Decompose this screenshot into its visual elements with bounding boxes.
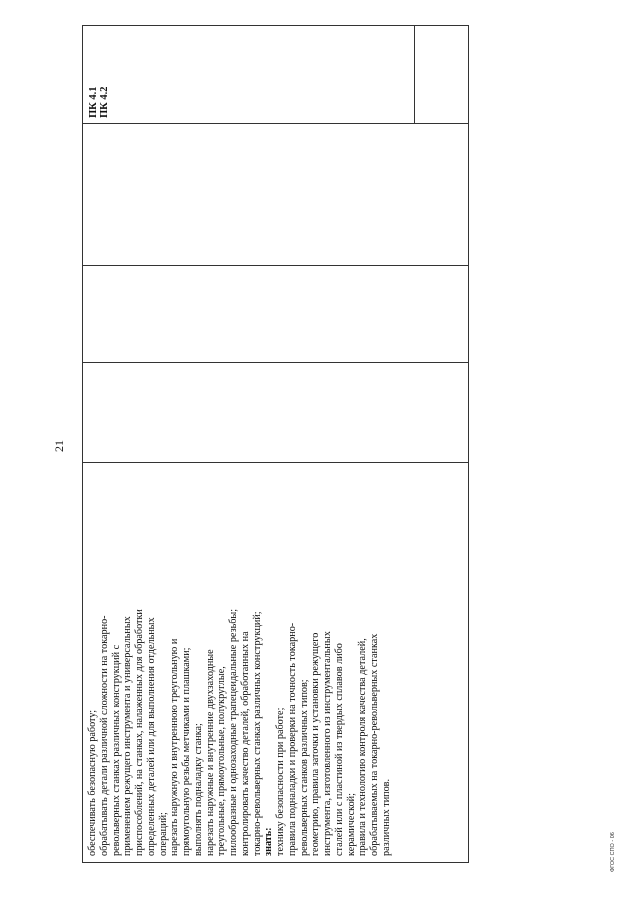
- text-line: контролировать качество деталей, обработанных на: [239, 631, 251, 856]
- text-line: технику безопасности при работе;: [275, 707, 286, 856]
- text-line: керамической;: [345, 793, 357, 856]
- page-number: 21: [52, 440, 66, 452]
- row-divider: [83, 123, 468, 124]
- column-divider: [414, 26, 415, 123]
- text-line: инструмента, изготовленного из инструментальных: [322, 631, 333, 856]
- text-line: правила и технологию контроля качества деталей,: [357, 638, 369, 856]
- text-line: треугольные, прямоугольные, полукруглые,: [216, 666, 228, 856]
- text-line: обеспечивать безопасную работу;: [87, 709, 98, 856]
- text-line: нарезать наружные и внутренние двухзаходные: [204, 649, 216, 856]
- text-line: прямоугольную резьбы метчиками и плашками;: [181, 647, 192, 856]
- row-divider: [83, 362, 468, 363]
- text-line: нарезать наружную и внутреннюю треугольную и: [169, 638, 181, 856]
- skills-knowledge-text: [87, 461, 393, 856]
- text-line: револьверных станках различных конструкций с: [110, 644, 122, 856]
- row-divider: [83, 265, 468, 266]
- competency-code: ПК 4.2: [99, 86, 110, 118]
- competency-codes: [88, 86, 110, 118]
- text-line: правила подналадки и проверки на точность токарно-: [286, 622, 298, 856]
- text-line: пилообразные и однозаходные трапецеидальные резьбы;: [228, 608, 239, 856]
- text-line: знать:: [263, 827, 275, 856]
- text-line: различных типов.: [380, 778, 392, 856]
- text-line: определенных деталей или для выполнения отдельных: [145, 617, 157, 856]
- text-line: приспособлений, на станках, налаженных для обработки: [134, 609, 145, 856]
- text-line: применением режущего инструмента и универсальных: [122, 616, 134, 856]
- competency-code: ПК 4.1: [88, 86, 99, 118]
- text-line: обрабатывать детали различной сложности на токарно-: [98, 615, 110, 856]
- footer-code: ФГОС СПО - 06: [610, 832, 616, 872]
- text-line: операций;: [157, 812, 169, 856]
- text-line: выполнять подналадку станка;: [192, 723, 204, 856]
- text-line: токарно-револьверных станках различных конструкций;: [251, 611, 263, 856]
- text-line: обрабатываемых на токарно-револьверных станках: [369, 633, 380, 856]
- text-line: геометрию, правила заточки и установки режущего: [310, 632, 322, 856]
- text-line: сталей или с пластиной из твердых сплавов либо: [333, 643, 345, 856]
- text-line: револьверных станков различных типов;: [298, 679, 310, 856]
